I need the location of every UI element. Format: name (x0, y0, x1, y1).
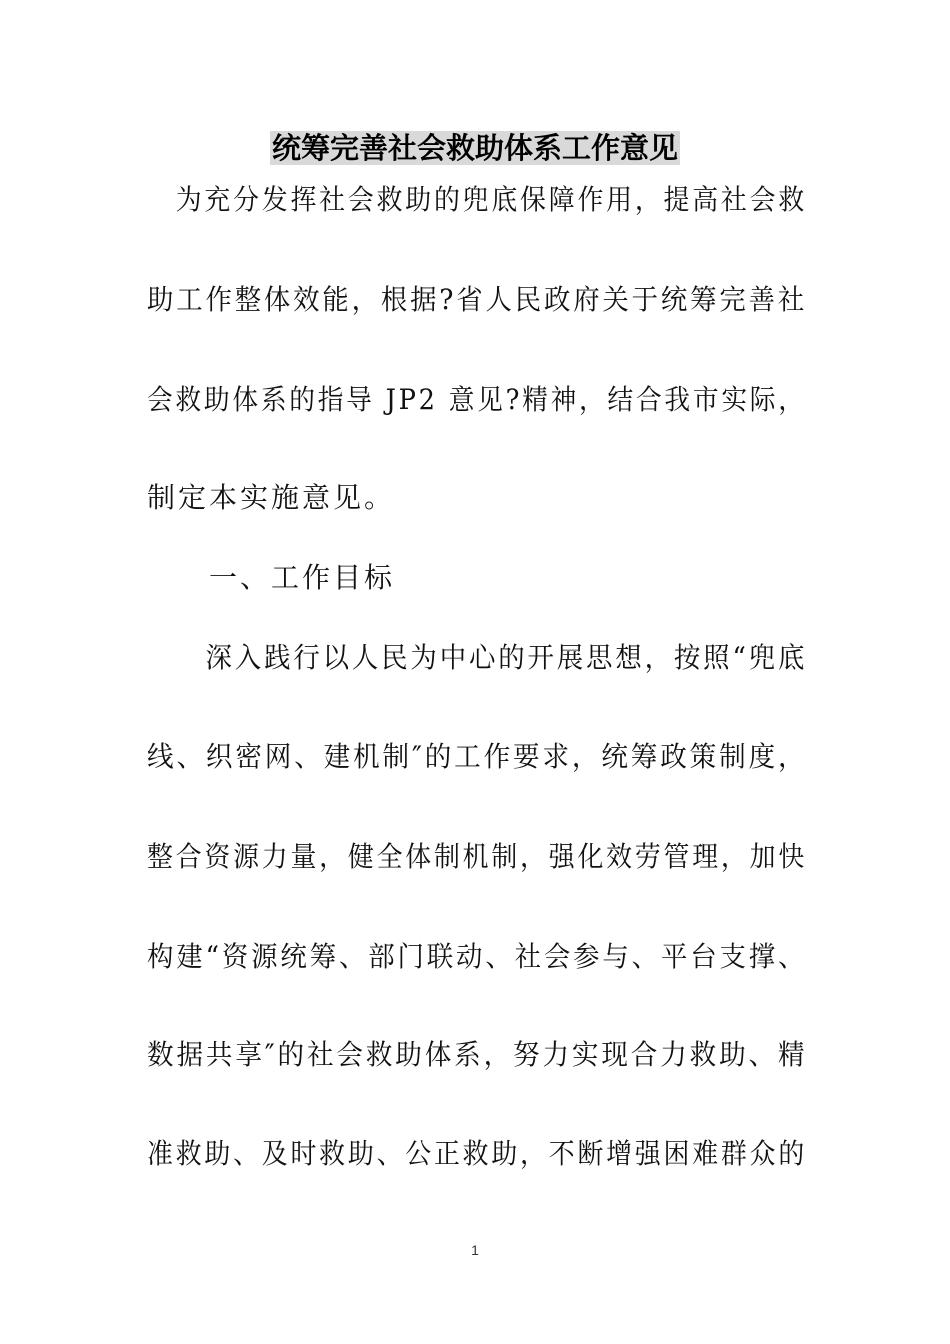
page-number: 1 (471, 1242, 479, 1258)
body-line-7: 线、织密网、建机制″的工作要求，统筹政策制度， (147, 740, 808, 773)
body-line-3: 会救助体系的指导 JP2 意见?精神，结合我市实际， (147, 383, 807, 416)
body-line-1: 为充分发挥社会救助的兜底保障作用，提高社会救 (147, 183, 808, 216)
body-line-2: 助工作整体效能，根据?省人民政府关于统筹完善社 (147, 283, 808, 316)
body-line-6: 深入践行以人民为中心的开展思想，按照“兜底 (147, 641, 808, 674)
body-line-11: 准救助、及时救助、公正救助，不断增强困难群众的 (147, 1137, 808, 1170)
document-title-text: 统筹完善社会救助体系工作意见 (271, 131, 678, 165)
body-line-8: 整合资源力量，健全体制机制，强化效劳管理，加快 (147, 840, 808, 873)
section-heading: 一、工作目标 (147, 561, 396, 594)
body-line-9: 构建“资源统筹、部门联动、社会参与、平台支撑、 (147, 940, 808, 973)
document-title (0, 128, 950, 168)
body-line-10: 数据共享″的社会救助体系，努力实现合力救助、精 (147, 1038, 808, 1071)
body-line-4: 制定本实施意见。 (147, 481, 396, 514)
